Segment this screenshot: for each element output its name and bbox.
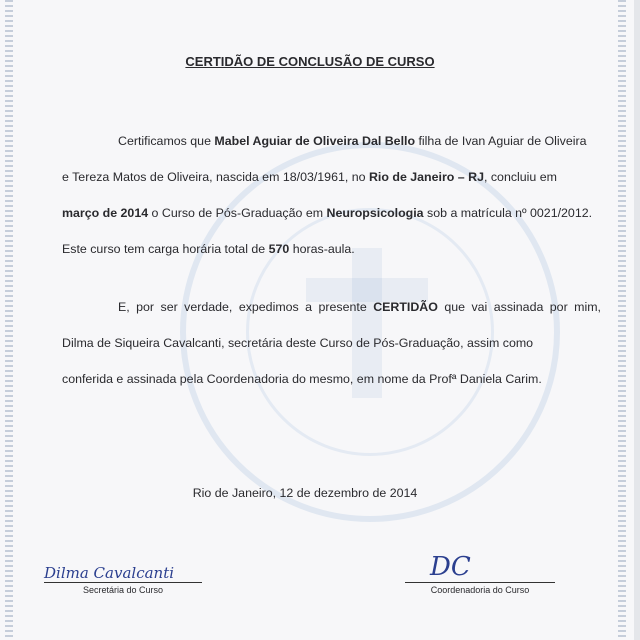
secretary-signature: Dilma Cavalcanti [44, 564, 175, 582]
paragraph-2-line-1: E, por ser verdade, expedimos a presente CERTIDÃO que vai assinada por mim, [118, 300, 601, 314]
paragraph-2-line-2: Dilma de Siqueira Cavalcanti, secretária deste Curso de Pós-Graduação, assim como [62, 336, 534, 350]
secretary-label: Secretária do Curso [82, 585, 164, 595]
document-title: CERTIDÃO DE CONCLUSÃO DE CURSO [185, 54, 435, 69]
paragraph-1-line-3: março de 2014 o Curso de Pós-Graduação em Neuropsicologia sob a matrícula nº 0021/2012. [62, 206, 593, 220]
issue-date: Rio de Janeiro, 12 de dezembro de 2014 [192, 486, 418, 500]
paragraph-1-line-2: e Tereza Matos de Oliveira, nascida em 18/03/1961, no Rio de Janeiro – RJ, concluiu em [62, 170, 557, 184]
paragraph-1-line-1: Certificamos que Mabel Aguiar de Oliveira Dal Bello filha de Ivan Aguiar de Oliveira [118, 134, 587, 148]
secretary-signature-line [44, 582, 202, 583]
coordinator-signature: DC [430, 552, 471, 582]
decorative-border-left [5, 0, 13, 640]
coordinator-signature-line [405, 582, 555, 583]
coordinator-label: Coordenadoria do Curso [430, 585, 530, 595]
paragraph-1-line-4: Este curso tem carga horária total de 570 horas-aula. [62, 242, 355, 256]
page-edge [634, 0, 640, 640]
decorative-border-right [618, 0, 626, 640]
watermark-seal [180, 142, 560, 522]
paragraph-2-line-3: conferida e assinada pela Coordenadoria do mesmo, em nome da Profª Daniela Carim. [62, 372, 542, 386]
